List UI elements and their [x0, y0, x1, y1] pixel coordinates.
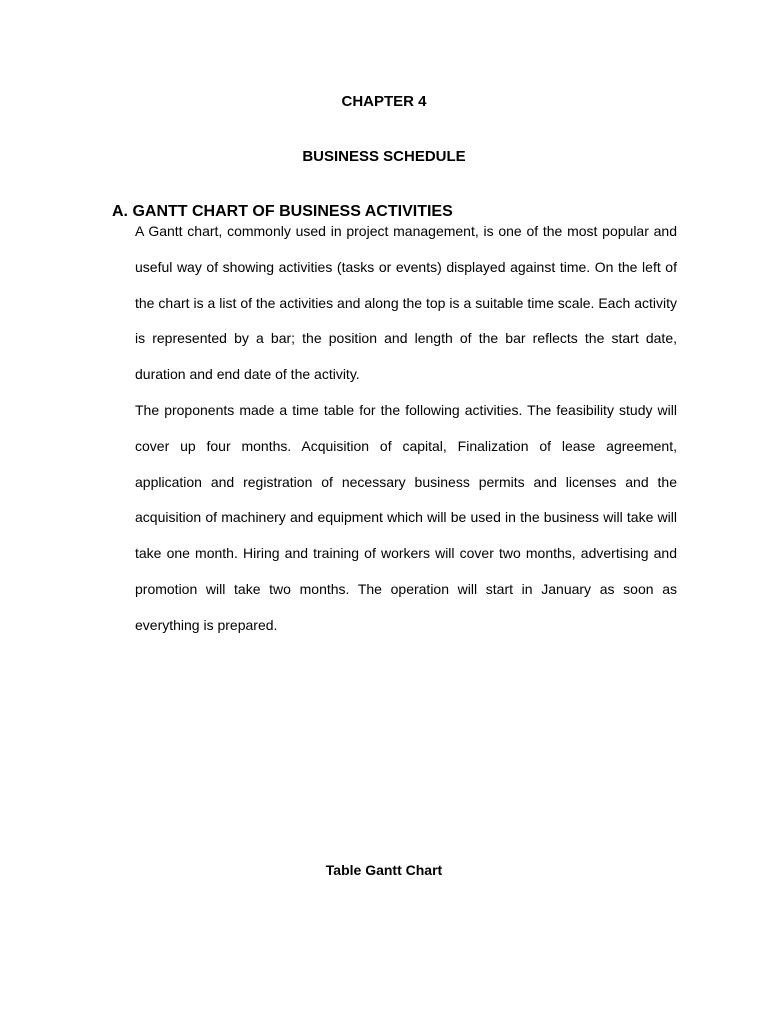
table-caption: Table Gantt Chart [325, 862, 443, 878]
subsection-heading: A. GANTT CHART OF BUSINESS ACTIVITIES [112, 203, 453, 220]
section-title: BUSINESS SCHEDULE [302, 148, 466, 165]
body-paragraph-gantt-definition: A Gantt chart, commonly used in project management, is one of the most popular and useful way of showing activities (tasks or events) displayed against time. On the left of the chart is a list of the activities and along the top is a suitable time scale. Each activity is represented by a bar; the position and length of the bar reflects the start date, duration and end date of the activity. [135, 223, 677, 383]
body-paragraph-timetable: The proponents made a time table for the following activities. The feasibility study will cover up four months. Acquisition of capital, Finalization of lease agreement, application and registration of necessary business permits and licenses and the acquisition of machinery and equipment which will be used in the business will take will take one month. Hiring and training of workers will cover two months, advertising and promotion will take two months. The operation will start in January as soon as everything is prepared. [135, 402, 677, 633]
chapter-title: CHAPTER 4 [341, 93, 427, 110]
